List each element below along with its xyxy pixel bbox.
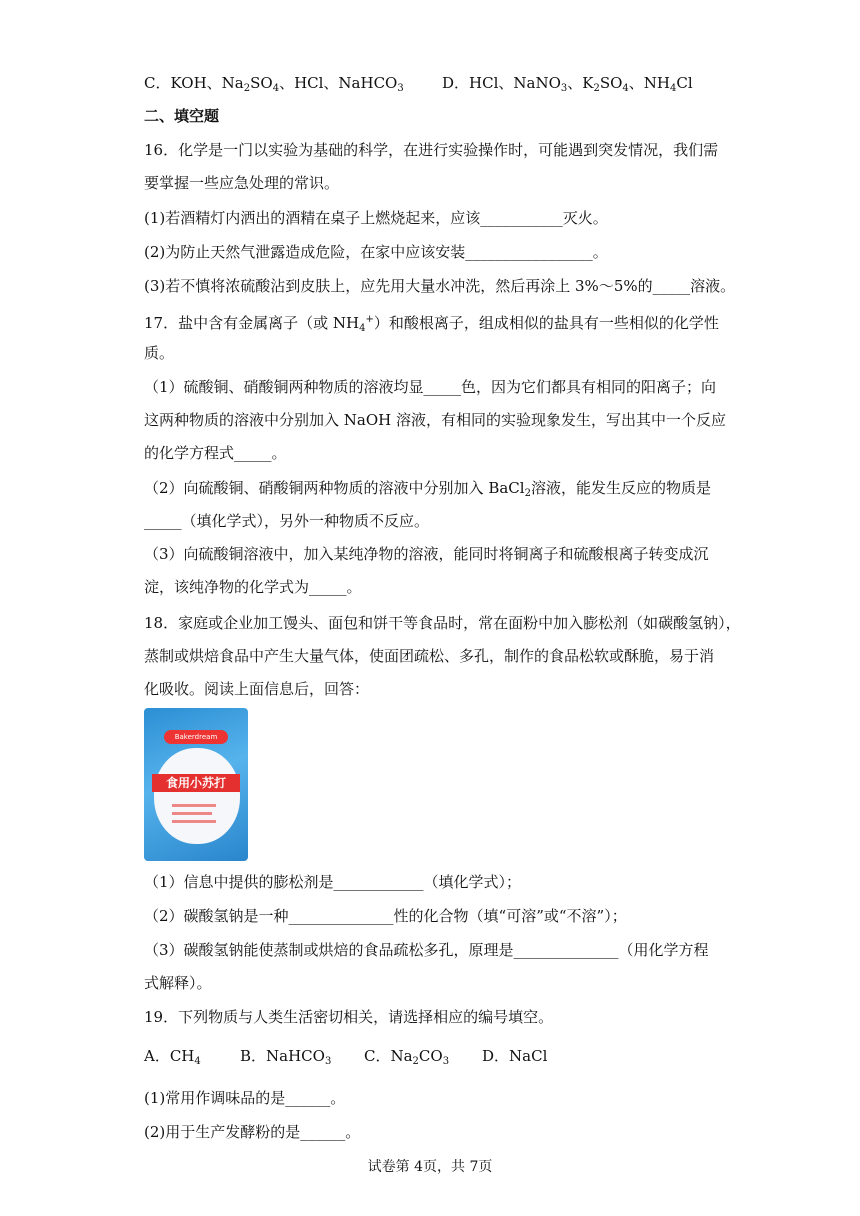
package-text-stripe — [172, 820, 216, 823]
q19-option-d: D．NaCl — [482, 1047, 548, 1065]
options-cd-row — [144, 72, 764, 94]
package-brand: Bakerdream — [164, 730, 228, 744]
q17-part2-line2: _____（填化学式），另外一种物质不反应。 — [144, 512, 430, 530]
page-footer: 试卷第 4页，共 7页 — [367, 1159, 493, 1175]
q17-part3-line2: 淀，该纯净物的化学式为_____。 — [144, 578, 362, 596]
q19-stem: 19．下列物质与人类生活密切相关，请选择相应的编号填空。 — [144, 1008, 554, 1026]
package-product-label: 食用小苏打 — [152, 774, 240, 792]
q19-option-c: C．$Na_2CO_3$ — [364, 1047, 450, 1067]
q19-option-b: B．NaHCO$_3$ — [240, 1047, 332, 1067]
q19-options-row — [144, 1045, 764, 1067]
package-text-stripe — [172, 804, 216, 807]
q16-part2: (2)为防止天然气泄露造成危险，在家中应该安装_________________。 — [144, 243, 608, 261]
q17-stem-line2: 质。 — [144, 344, 175, 362]
option-c: C．KOH、$Na_2SO_4$、HCl、NaHCO$_3$ — [144, 74, 404, 94]
q18-part2: （2）碳酸氢钠是一种______________性的化合物（填“可溶”或“不溶”）； — [144, 907, 627, 925]
package-text-stripe — [172, 812, 212, 815]
q16-part1: (1)若酒精灯内洒出的酒精在桌子上燃烧起来，应该___________灭火。 — [144, 209, 608, 227]
q17-part1-line1: （1）硫酸铜、硝酸铜两种物质的溶液均显_____色，因为它们都具有相同的阳离子；向 — [144, 378, 717, 396]
q18-part1: （1）信息中提供的膨松剂是____________（填化学式）； — [144, 873, 522, 891]
q18-part3-line2: 式解释）。 — [144, 974, 212, 992]
q17-stem-line1: 17．盐中含有金属离子（或 $NH_4^+$）和酸根离子，组成相似的盐具有一些相似的化学性 — [144, 314, 719, 334]
q19-option-a: A．$CH_4$ — [144, 1047, 201, 1067]
q18-stem-line2: 蒸制或烘焙食品中产生大量气体，使面团疏松、多孔，制作的食品松软或酥脆，易于消 — [144, 647, 715, 665]
section-title: 二、填空题 — [144, 107, 220, 125]
q17-part2-line1: （2）向硫酸铜、硝酸铜两种物质的溶液中分别加入 BaCl$_2$溶液，能发生反应的物质是 — [144, 479, 711, 499]
q16-part3: (3)若不慎将浓硫酸沾到皮肤上，应先用大量水冲洗，然后再涂上 3%～5%的_____溶液。 — [144, 277, 736, 295]
q16-stem-line2: 要掌握一些应急处理的常识。 — [144, 174, 340, 192]
q18-part3-line1: （3）碳酸氢钠能使蒸制或烘焙的食品疏松多孔，原理是______________（用化学方程 — [144, 941, 709, 959]
q16-stem-line1: 16．化学是一门以实验为基础的科学，在进行实验操作时，可能遇到突发情况，我们需 — [144, 141, 719, 159]
q18-stem-line3: 化吸收。阅读上面信息后，回答： — [144, 680, 370, 698]
q19-part1: (1)常用作调味品的是______。 — [144, 1089, 346, 1107]
option-d: D．HCl、NaNO$_3$、$K_2SO_4$、$NH_4Cl$ — [442, 74, 693, 94]
baking-soda-package-image — [144, 708, 248, 861]
q18-stem-line1: 18．家庭或企业加工馒头、面包和饼干等食品时，常在面粉中加入膨松剂（如碳酸氢钠）， — [144, 614, 741, 632]
q17-part1-line2: 这两种物质的溶液中分别加入 NaOH 溶液，有相同的实验现象发生，写出其中一个反应 — [144, 411, 726, 429]
q19-part2: (2)用于生产发酵粉的是______。 — [144, 1123, 361, 1141]
package-white-panel — [154, 748, 240, 844]
q17-part1-line3: 的化学方程式_____。 — [144, 444, 287, 462]
q17-part3-line1: （3）向硫酸铜溶液中，加入某纯净物的溶液，能同时将铜离子和硫酸根离子转变成沉 — [144, 545, 709, 563]
